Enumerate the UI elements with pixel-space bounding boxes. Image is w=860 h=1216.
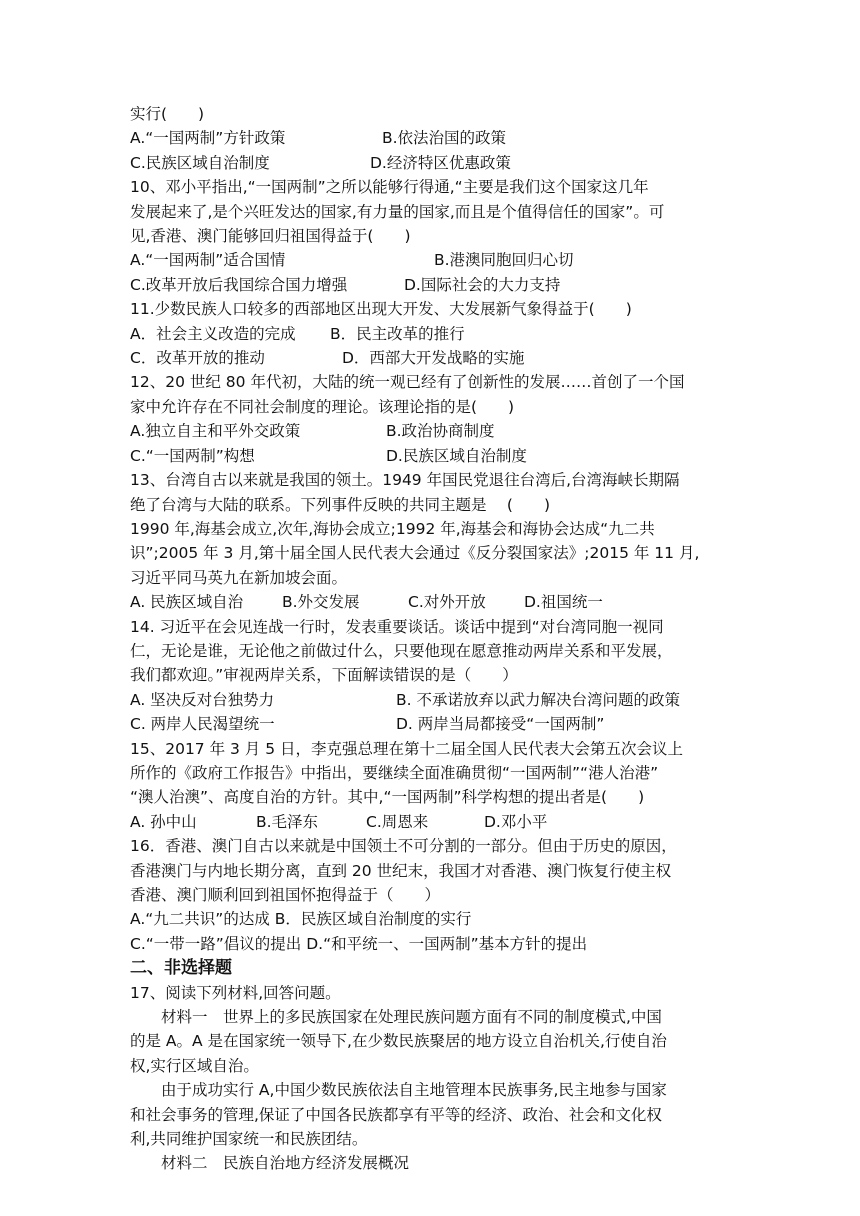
text-line: 香港澳门与内地长期分离，直到 20 世纪末，我国才对香港、澳门恢复行使主权	[130, 861, 672, 880]
option-row	[130, 151, 730, 175]
answer-option: B.毛泽东	[256, 812, 319, 831]
answer-option: C.“一国两制”构想	[130, 446, 255, 465]
text-line: 13、台湾自古以来就是我国的领土。1949 年国民党退往台湾后,台湾海峡长期隔	[130, 471, 680, 490]
answer-option: D. 两岸当局都接受“一国两制”	[396, 715, 605, 734]
option-row	[130, 126, 730, 150]
text-line: 香港、澳门顺利回到祖国怀抱得益于（ ）	[130, 886, 441, 904]
text-line: 习近平同马英九在新加坡会面。	[130, 568, 348, 587]
text-line: 由于成功实行 A,中国少数民族依法自主地管理本民族事务,民主地参与国家	[161, 1081, 667, 1100]
text-line: 16．香港、澳门自古以来就是中国领土不可分割的一部分。但由于历史的原因，	[130, 837, 677, 856]
option-row	[130, 712, 730, 736]
text-line: 11.少数民族人口较多的西部地区出现大开发、大发展新气象得益于( )	[130, 300, 632, 319]
answer-option: A．社会主义改造的完成	[130, 324, 296, 343]
text-line: 材料一 世界上的多民族国家在处理民族问题方面有不同的制度模式,中国	[161, 1008, 662, 1027]
text-line: 的是 A。A 是在国家统一领导下,在少数民族聚居的地方设立自治机关,行使自治	[130, 1032, 667, 1051]
answer-option: C.民族区域自治制度	[130, 153, 270, 172]
text-line: 发展起来了,是个兴旺发达的国家,有力量的国家,而且是个值得信任的国家”。可	[130, 202, 665, 221]
answer-option: C.改革开放后我国综合国力增强	[130, 275, 348, 294]
text-line: 识”;2005 年 3 月,第十届全国人民代表大会通过《反分裂国家法》;2015 年 11 月,	[130, 544, 700, 563]
text-line: 15、2017 年 3 月 5 日，李克强总理在第十二届全国人民代表大会第五次会议上	[130, 739, 684, 758]
answer-option: A. 民族区域自治	[130, 593, 244, 612]
answer-option: D.民族区域自治制度	[386, 446, 527, 465]
answer-option: A.独立自主和平外交政策	[130, 422, 301, 441]
answer-option: A. 坚决反对台独势力	[130, 690, 275, 709]
text-line: “澳人治澳”、高度自治的方针。其中,“一国两制”科学构想的提出者是( )	[130, 788, 645, 807]
text-line: 利,共同维护国家统一和民族团结。	[130, 1130, 368, 1149]
text-line: 10、邓小平指出,“一国两制”之所以能够行得通,“主要是我们这个国家这几年	[130, 178, 649, 197]
option-row	[130, 419, 730, 443]
answer-option: B．民主改革的推行	[330, 324, 465, 343]
option-row	[130, 273, 730, 297]
text-line: 和社会事务的管理,保证了中国各民族都享有平等的经济、政治、社会和文化权	[130, 1105, 662, 1124]
option-row	[130, 346, 730, 370]
text-line: A.“九二共识”的达成 B．民族区域自治制度的实行	[130, 910, 472, 929]
text-line: 仁，无论是谁，无论他之前做过什么，只要他现在愿意推动两岸关系和平发展，	[130, 641, 673, 660]
answer-option: C. 两岸人民渴望统一	[130, 715, 275, 734]
answer-option: C.对外开放	[408, 593, 486, 612]
section-heading: 二、非选择题	[130, 958, 232, 979]
answer-option: D.经济特区优惠政策	[370, 153, 511, 172]
option-row	[130, 248, 730, 272]
option-row	[130, 590, 730, 614]
answer-option: B.外交发展	[282, 593, 360, 612]
option-row	[130, 810, 730, 834]
text-line: 1990 年,海基会成立,次年,海协会成立;1992 年,海基会和海协会达成“九二共	[130, 519, 655, 538]
document-body	[130, 102, 730, 1176]
answer-option: D.国际社会的大力支持	[404, 275, 561, 294]
text-line: 材料二 民族自治地方经济发展概况	[161, 1154, 410, 1173]
text-line: 家中允许存在不同社会制度的理论。该理论指的是( )	[130, 397, 515, 416]
answer-option: A.“一国两制”适合国情	[130, 251, 286, 270]
option-row	[130, 688, 730, 712]
text-line: C.“一带一路”倡议的提出 D.“和平统一、一国两制”基本方针的提出	[130, 934, 588, 953]
text-line: 我们都欢迎。”审视两岸关系，下面解读错误的是（ ）	[130, 666, 518, 685]
answer-option: A. 孙中山	[130, 812, 197, 831]
text-line: 见,香港、澳门能够回归祖国得益于( )	[130, 227, 411, 246]
text-line: 17、阅读下列材料,回答问题。	[130, 983, 341, 1002]
text-line: 实行( )	[130, 105, 205, 123]
text-line: 14. 习近平在会见连战一行时，发表重要谈话。谈话中提到“对台湾同胞一视同	[130, 617, 664, 636]
answer-option: B. 不承诺放弃以武力解决台湾问题的政策	[396, 690, 680, 709]
text-line: 12、20 世纪 80 年代初，大陆的统一观已经有了创新性的发展……首创了一个国	[130, 373, 685, 392]
answer-option: B.政治协商制度	[386, 422, 495, 441]
text-line: 所作的《政府工作报告》中指出，要继续全面准确贯彻“一国两制”“港人治港”	[130, 763, 659, 782]
answer-option: C.周恩来	[366, 812, 429, 831]
answer-option: D.祖国统一	[524, 593, 603, 612]
answer-option: D.邓小平	[484, 812, 548, 831]
option-row	[130, 322, 730, 346]
answer-option: B.港澳同胞回归心切	[434, 251, 574, 270]
option-row	[130, 444, 730, 468]
answer-option: C．改革开放的推动	[130, 349, 265, 368]
answer-option: B.依法治国的政策	[382, 129, 507, 148]
answer-option: A.“一国两制”方针政策	[130, 129, 286, 148]
text-line: 权,实行区域自治。	[130, 1056, 259, 1075]
answer-option: D．西部大开发战略的实施	[342, 349, 525, 368]
text-line: 绝了台湾与大陆的联系。下列事件反映的共同主题是 ( )	[130, 495, 551, 514]
